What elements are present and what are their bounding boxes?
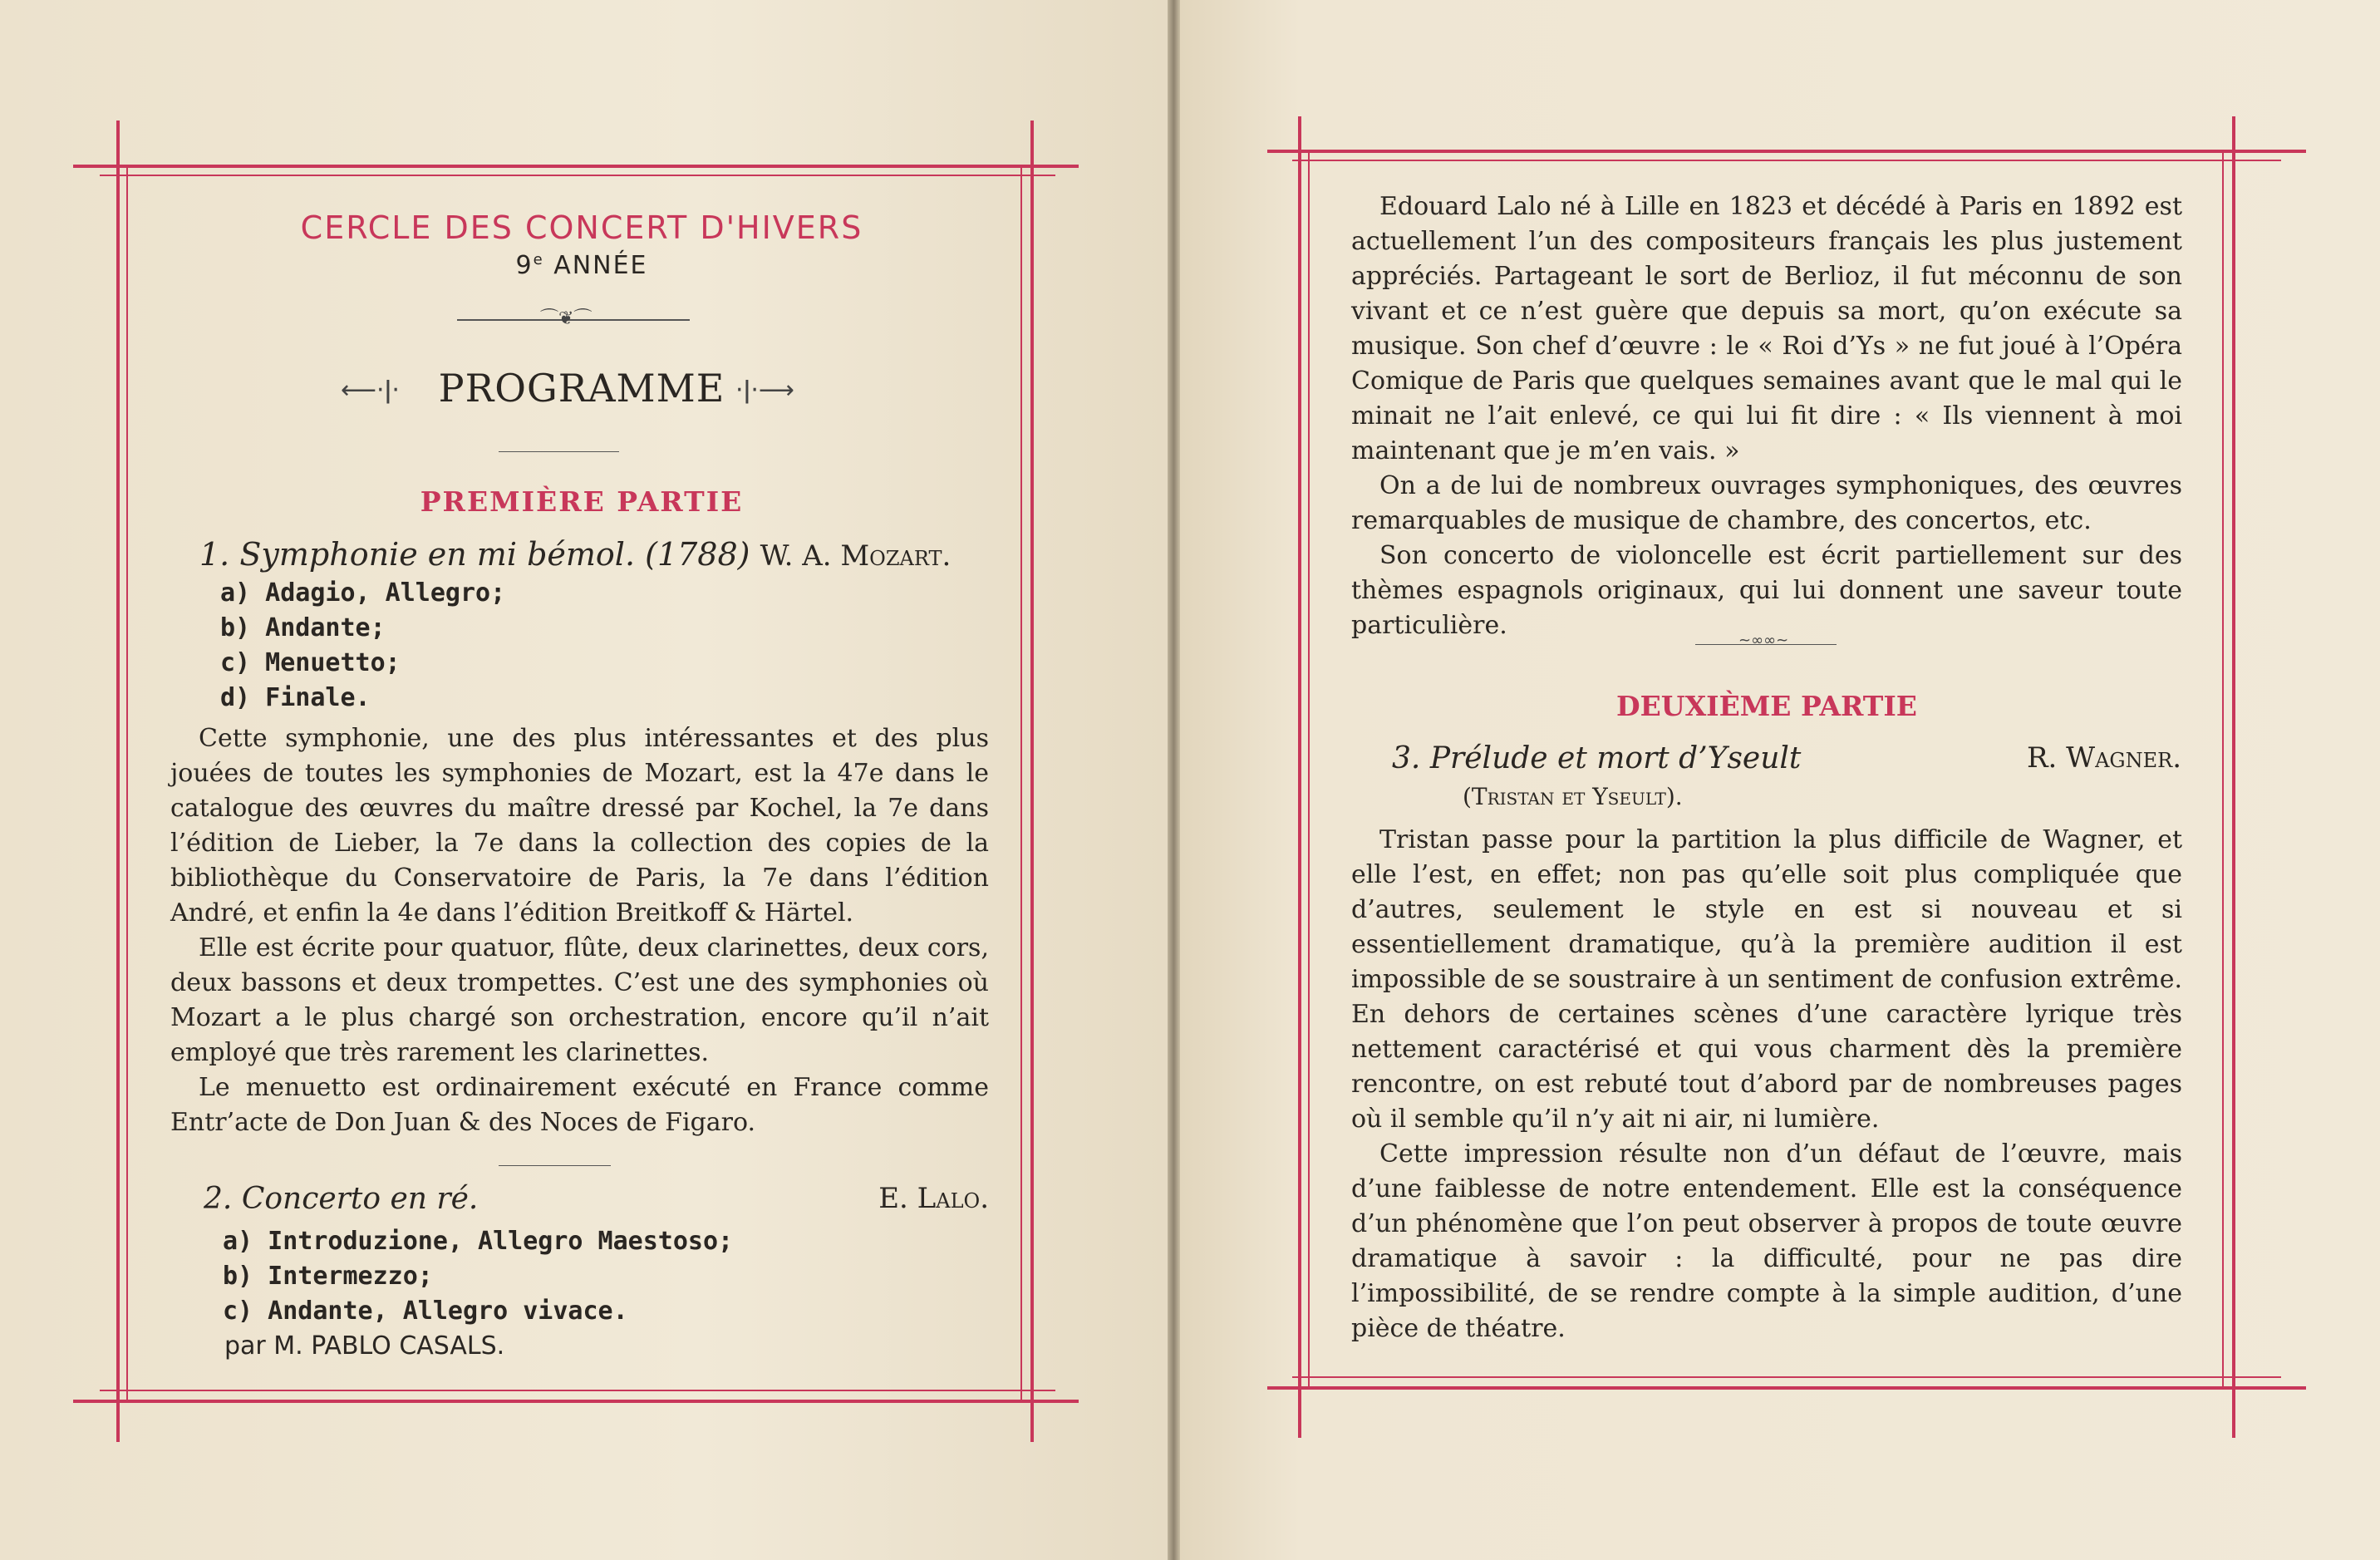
piece-2-performer: par M. PABLO CASALS.	[224, 1331, 505, 1361]
frame-rule-top-inner	[100, 175, 1055, 176]
season-number: 9	[515, 251, 534, 280]
frame-rule-right-inner	[1020, 165, 1022, 1403]
piece-1-notes	[170, 721, 989, 1140]
season-annee: ANNÉE	[553, 251, 648, 280]
frame-rule-top-inner	[1292, 160, 2281, 161]
piece-1-movement-b: b) Andante;	[220, 613, 386, 642]
right-page	[1180, 0, 2380, 1560]
frame-rule-left	[116, 121, 120, 1442]
piece-1-movement-a: a) Adagio, Allegro;	[220, 578, 506, 608]
piece-1-movement-d: d) Finale.	[220, 683, 371, 712]
piece-3-number: 3.	[1392, 741, 1421, 775]
lalo-notes	[1351, 189, 2182, 643]
piece-1-composer: W. A. Mozart.	[760, 539, 952, 573]
piece-3-note-paragraph: Tristan passe pour la partition la plus difficile de Wagner, et elle l’est, en effet; non pas qu’elle soit plus compliquée que d’autres, seulement le style en est si nouveau et si essentiellement dramatique, qu’à la première audition il est impossible de se soustraire à un sentiment de confusion extrême. En dehors de certaines scènes d’une caractère lyrique très nettement caractérisé et qui vous charment dès la première rencontre, on est rebuté tout d’abord par de nombreuses pages où il semble qu’il n’y ait ni air, ni lumière.	[1351, 825, 2182, 1134]
piece-3-notes	[1351, 823, 2182, 1346]
piece-1-heading	[199, 536, 989, 573]
frame-rule-left-inner	[1308, 150, 1310, 1388]
piece-2-movement-b: b) Intermezzo;	[223, 1262, 433, 1291]
programme-heading: PROGRAMME	[438, 366, 725, 411]
piece-3-note-paragraph: Cette impression résulte non d’un défaut de l’œuvre, mais d’une faiblesse de notre entendement. Elle est la conséquence d’un phénomène que l’on peut observer à propos de toute œuvre dramatique à savoir : la difficulté, pour ne pas dire l’impossibilité, de se rendre compte à la simple audition, d’une pièce de théatre.	[1351, 1139, 2182, 1343]
frame-rule-bottom	[1267, 1386, 2306, 1390]
piece-3-composer: R. Wagner.	[2026, 741, 2181, 775]
frame-rule-bottom-inner	[100, 1390, 1055, 1391]
piece-3-heading	[1392, 741, 2181, 775]
frame-rule-bottom-inner	[1292, 1376, 2281, 1378]
piece-3-title: Prélude et mort d’Yseult	[1429, 741, 1802, 775]
book-gutter	[1168, 0, 1180, 1560]
divider-flourish-icon: ~∞∞~	[1738, 632, 1789, 649]
piece-2-title: Concerto en ré.	[241, 1182, 479, 1216]
piece-1-note-paragraph: Le menuetto est ordinairement exécuté en France comme Entr’acte de Don Juan & des Noces de Figaro.	[170, 1073, 989, 1137]
frame-rule-left	[1298, 116, 1301, 1438]
small-divider	[499, 451, 619, 452]
piece-1-note-paragraph: Elle est écrite pour quatuor, flûte, deux clarinettes, deux cors, deux bassons et deux trompettes. C’est une des symphonies où Mozart a le plus chargé son orchestration, encore qu’il n’ait employé que très rarement les clarinettes.	[170, 933, 989, 1067]
piece-3-subtitle: (Tristan et Yseult).	[1463, 783, 1683, 810]
frame-rule-top	[1267, 150, 2306, 153]
frame-rule-right-inner	[2222, 150, 2224, 1388]
ornament-flourish-icon: ⌒❦⌒	[540, 308, 593, 329]
piece-2-composer: E. Lalo.	[878, 1182, 989, 1215]
ornament-right-icon: ·ǀ·⟶	[735, 376, 794, 405]
season-label	[133, 251, 1030, 280]
frame-rule-left-inner	[126, 165, 128, 1403]
piece-1-movement-c: c) Menuetto;	[220, 648, 401, 677]
frame-rule-bottom	[73, 1400, 1079, 1403]
piece-1-number: 1.	[199, 536, 230, 573]
left-page	[0, 0, 1168, 1560]
concert-series-title: CERCLE DES CONCERT D'HIVERS	[300, 209, 863, 246]
frame-rule-right	[2232, 116, 2235, 1438]
lalo-note-paragraph: Edouard Lalo né à Lille en 1823 et décédé à Paris en 1892 est actuellement l’un des compositeurs français les plus justement appréciés. Partageant le sort de Berlioz, il fut méconnu de son vivant et ce n’est guère que depuis sa mort, qu’on exécute sa musique. Son chef d’œuvre : le « Roi d’Ys » ne fut joué à l’Opéra Comique de Paris que quelques semaines avant que le mal qui le minait ne l’ait enlevé, ce qui lui fit dire : « Ils viennent à moi maintenant que je m’en vais. »	[1351, 192, 2182, 465]
piece-divider	[499, 1165, 611, 1166]
piece-2-number: 2.	[204, 1182, 233, 1216]
piece-2-movement-c: c) Andante, Allegro vivace.	[223, 1297, 628, 1326]
piece-1-title: Symphonie en mi bémol.	[239, 536, 636, 573]
frame-rule-top	[73, 165, 1079, 168]
lalo-note-paragraph: On a de lui de nombreux ouvrages symphoniques, des œuvres remarquables de musique de chambre, des concertos, etc.	[1351, 471, 2182, 535]
piece-1-note-paragraph: Cette symphonie, une des plus intéressantes et des plus jouées de toutes les symphonies de Mozart, est la 47e dans le catalogue des œuvres du maître dressé par Kochel, la 7e dans l’édition de Lieber, la 7e dans la collection des copies de la bibliothèque du Conservatoire de Paris, la 7e dans l’édition André, et enfin la 4e dans l’édition Breitkoff & Härtel.	[170, 724, 989, 928]
season-sup: e	[533, 251, 544, 268]
part-two-heading: DEUXIÈME PARTIE	[1616, 690, 1917, 722]
piece-2-heading	[204, 1182, 989, 1216]
ornament-left-icon: ⟵·ǀ·	[341, 376, 400, 405]
piece-2-movement-a: a) Introduzione, Allegro Maestoso;	[223, 1227, 734, 1256]
lalo-note-paragraph: Son concerto de violoncelle est écrit partiellement sur des thèmes espagnols originaux, qui lui donnent une saveur toute particulière.	[1351, 541, 2182, 640]
part-one-heading: PREMIÈRE PARTIE	[420, 485, 744, 518]
frame-rule-right	[1030, 121, 1034, 1442]
piece-1-date: (1788)	[645, 536, 750, 573]
